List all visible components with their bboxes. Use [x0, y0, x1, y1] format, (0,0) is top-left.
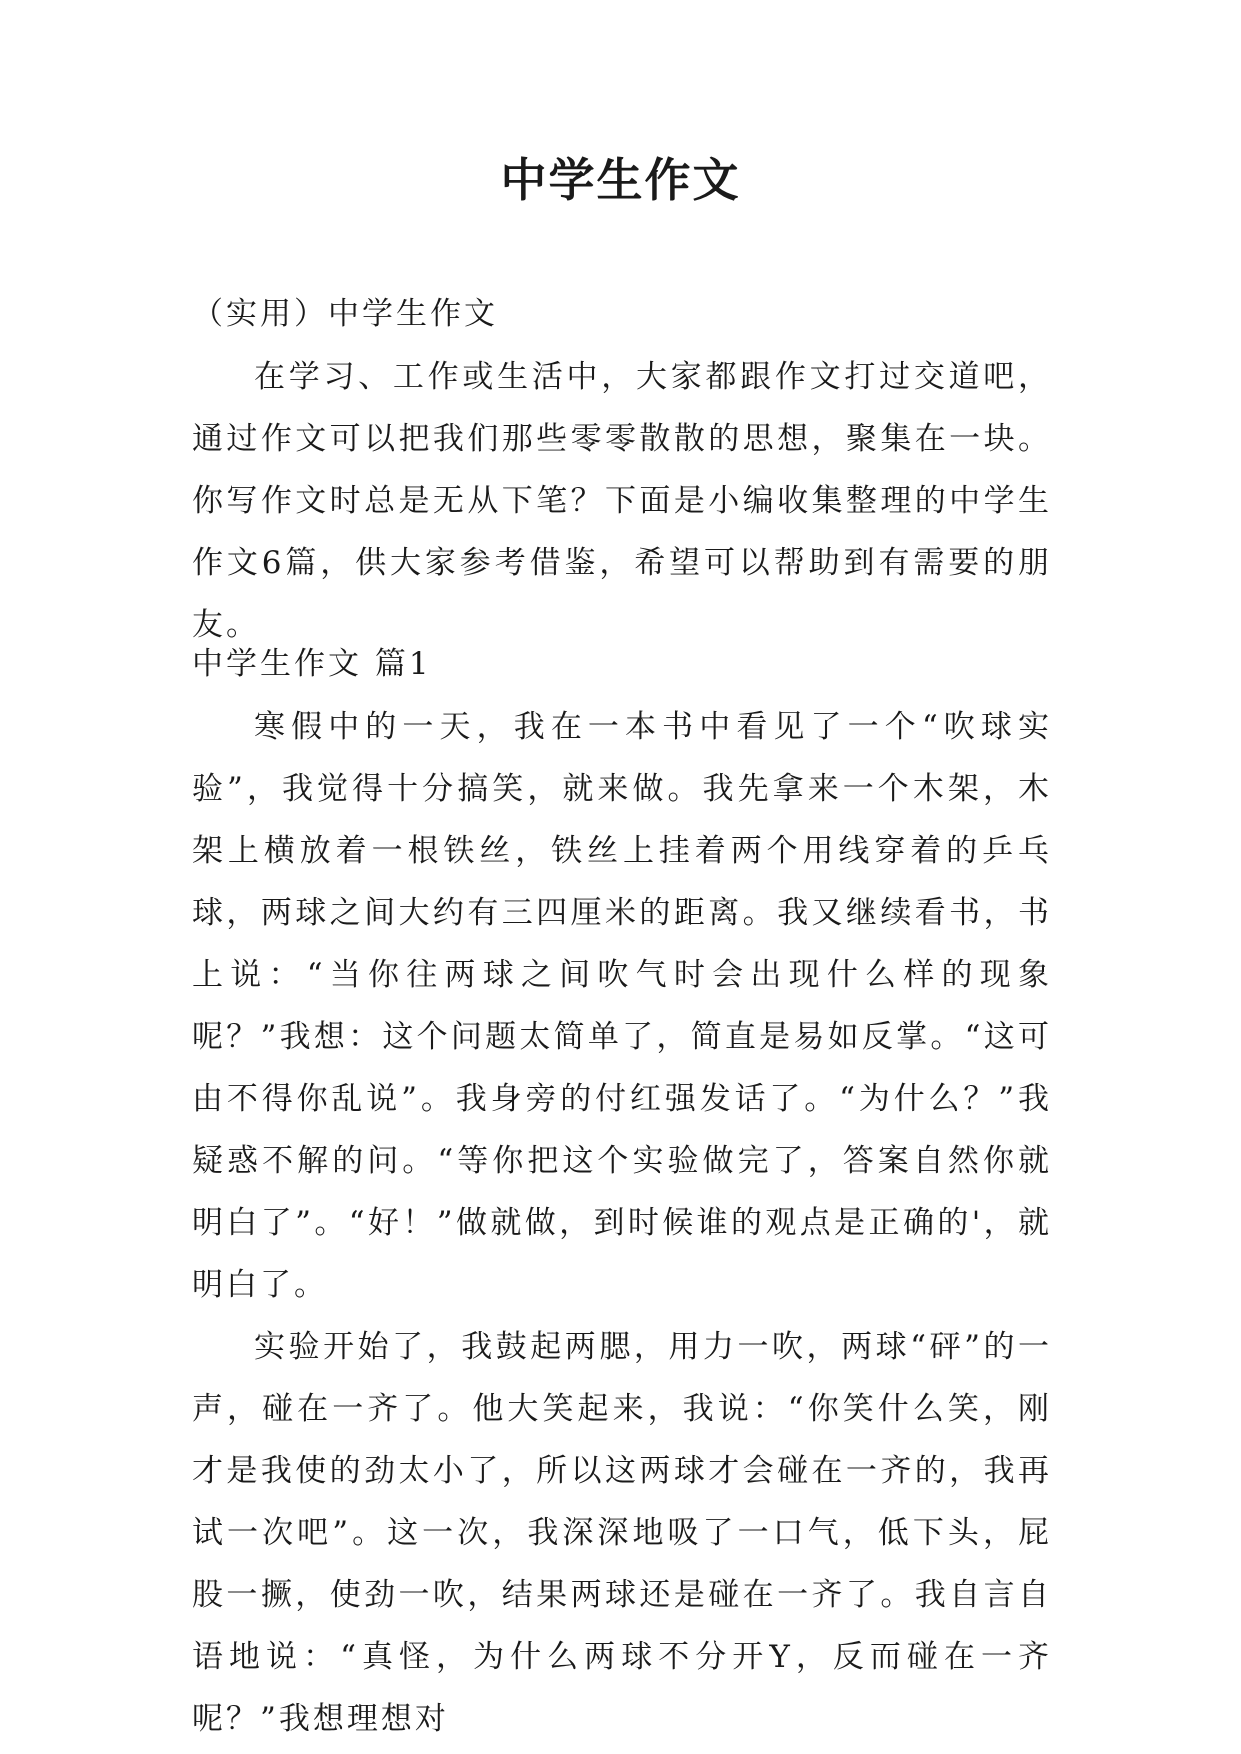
intro-paragraph: 在学习、工作或生活中，大家都跟作文打过交道吧，通过作文可以把我们那些零零散散的思想，聚集在一块。你写作文时总是无从下笔？下面是小编收集整理的中学生作文6篇，供大家参考借鉴，希望可以帮助到有需要的朋友。 [192, 359, 1052, 643]
intro-section [192, 346, 1052, 656]
story-paragraph-1: 寒假中的一天，我在一本书中看见了一个“吹球实验”，我觉得十分搞笑，就来做。我先拿来一个木架，木架上横放着一根铁丝，铁丝上挂着两个用线穿着的乒乓球，两球之间大约有三四厘米的距离。我又继续看书，书上说：“当你往两球之间吹气时会出现什么样的现象呢？”我想：这个问题太简单了，简直是易如反掌。“这可由不得你乱说”。我身旁的付红强发话了。“为什么？”我疑惑不解的问。“等你把这个实验做完了，答案自然你就明白了”。“好！”做就做，到时候谁的观点是正确的'，就明白了。 [192, 709, 1052, 1303]
document-subtitle: （实用）中学生作文 [192, 296, 498, 332]
section-heading: 中学生作文 篇1 [192, 646, 432, 682]
story-paragraph-2: 实验开始了，我鼓起两腮，用力一吹，两球“砰”的一声，碰在一齐了。他大笑起来，我说：“你笑什么笑，刚才是我使的劲太小了，所以这两球才会碰在一齐的，我再试一次吧”。这一次，我深深地吸了一口气，低下头，屁股一撅，使劲一吹，结果两球还是碰在一齐了。我自言自语地说：“真怪，为什么两球不分开Y，反而碰在一齐呢？”我想理想对 [192, 1329, 1052, 1737]
document-title: 中学生作文 [500, 153, 741, 207]
story-section [192, 696, 1052, 1750]
